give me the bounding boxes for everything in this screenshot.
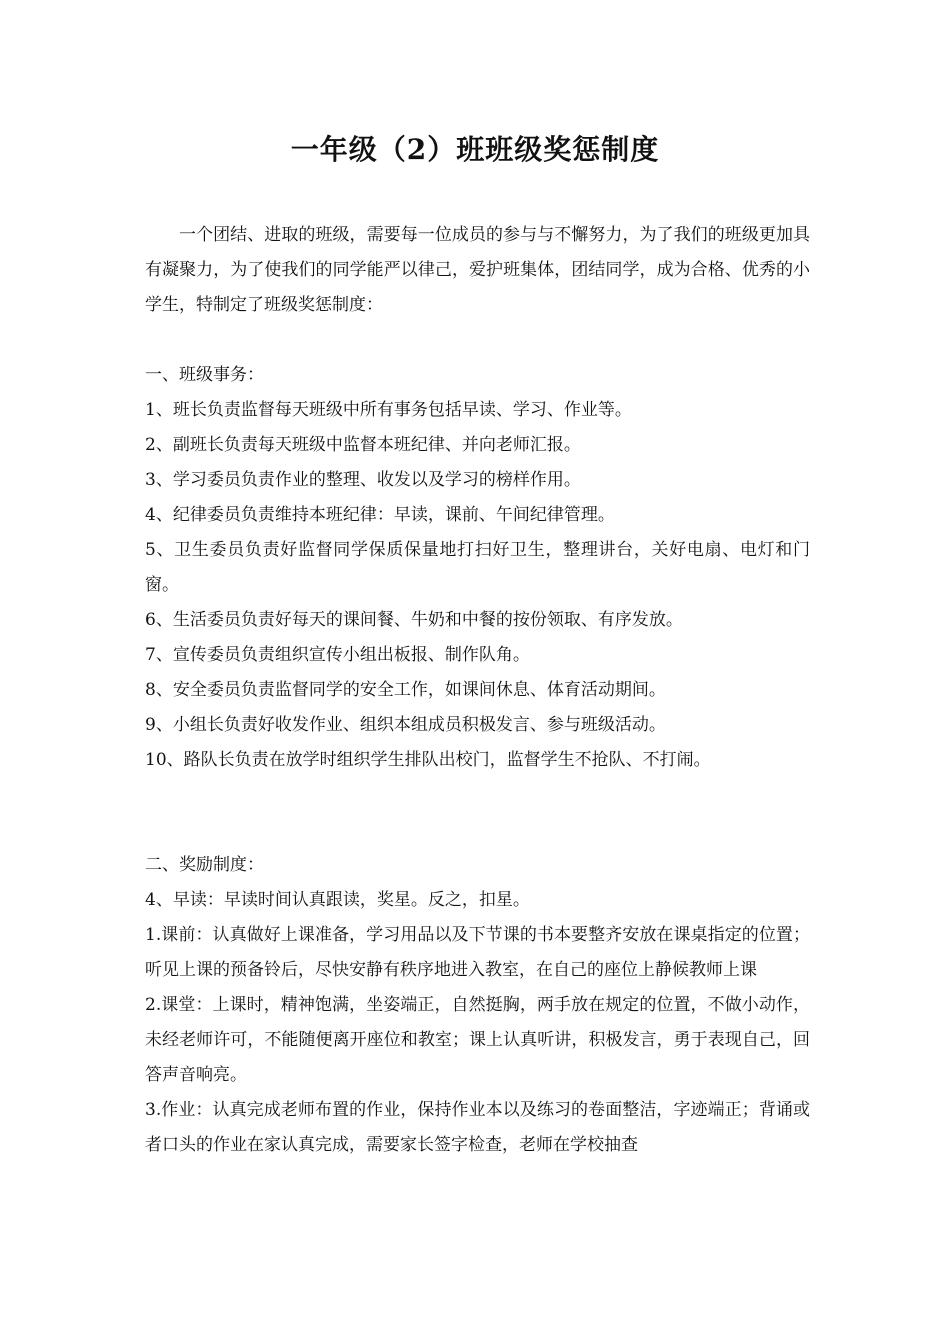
list-item: 3、学习委员负责作业的整理、收发以及学习的榜样作用。 — [145, 470, 581, 490]
intro-paragraph: 一个团结、进取的班级，需要每一位成员的参与与不懈努力，为了我们的班级更加具有凝聚力，为了使我们的同学能严以律己，爱护班集体，团结同学，成为合格、优秀的小学生，特制定了班级奖惩制度： — [145, 225, 810, 315]
section-heading-class-affairs: 一、班级事务： — [145, 365, 264, 385]
list-item: 9、小组长负责好收发作业、组织本组成员积极发言、参与班级活动。 — [145, 715, 666, 735]
list-item: 5、卫生委员负责好监督同学保质保量地打扫好卫生，整理讲台，关好电扇、电灯和门窗。 — [145, 540, 810, 595]
document-title: 一年级（2）班班级奖惩制度 — [290, 133, 660, 166]
list-item: 1.课前：认真做好上课准备，学习用品以及下节课的书本要整齐安放在课桌指定的位置；听见上课的预备铃后，尽快安静有秩序地进入教室，在自己的座位上静候教师上课 — [145, 925, 810, 980]
list-item: 7、宣传委员负责组织宣传小组出板报、制作队角。 — [145, 645, 530, 665]
spacer — [145, 778, 810, 848]
spacer — [145, 323, 810, 358]
document-body — [145, 218, 810, 1163]
list-item: 4、纪律委员负责维持本班纪律：早读，课前、午间纪律管理。 — [145, 505, 615, 525]
list-item: 3.作业：认真完成老师布置的作业，保持作业本以及练习的卷面整洁，字迹端正；背诵或者口头的作业在家认真完成，需要家长签字检查，老师在学校抽查 — [145, 1100, 810, 1155]
list-item: 8、安全委员负责监督同学的安全工作，如课间休息、体育活动期间。 — [145, 680, 666, 700]
section-heading-rewards: 二、奖励制度： — [145, 855, 264, 875]
list-item: 2.课堂：上课时，精神饱满，坐姿端正，自然挺胸，两手放在规定的位置，不做小动作，未经老师许可，不能随便离开座位和教室；课上认真听讲，积极发言，勇于表现自己，回答声音响亮。 — [145, 995, 810, 1085]
list-item: 2、副班长负责每天班级中监督本班纪律、并向老师汇报。 — [145, 435, 581, 455]
list-item: 10、路队长负责在放学时组织学生排队出校门，监督学生不抢队、不打闹。 — [145, 750, 711, 770]
list-item: 1、班长负责监督每天班级中所有事务包括早读、学习、作业等。 — [145, 400, 632, 420]
list-item: 6、生活委员负责好每天的课间餐、牛奶和中餐的按份领取、有序发放。 — [145, 610, 683, 630]
list-item: 4、早读：早读时间认真跟读，奖星。反之，扣星。 — [145, 890, 530, 910]
